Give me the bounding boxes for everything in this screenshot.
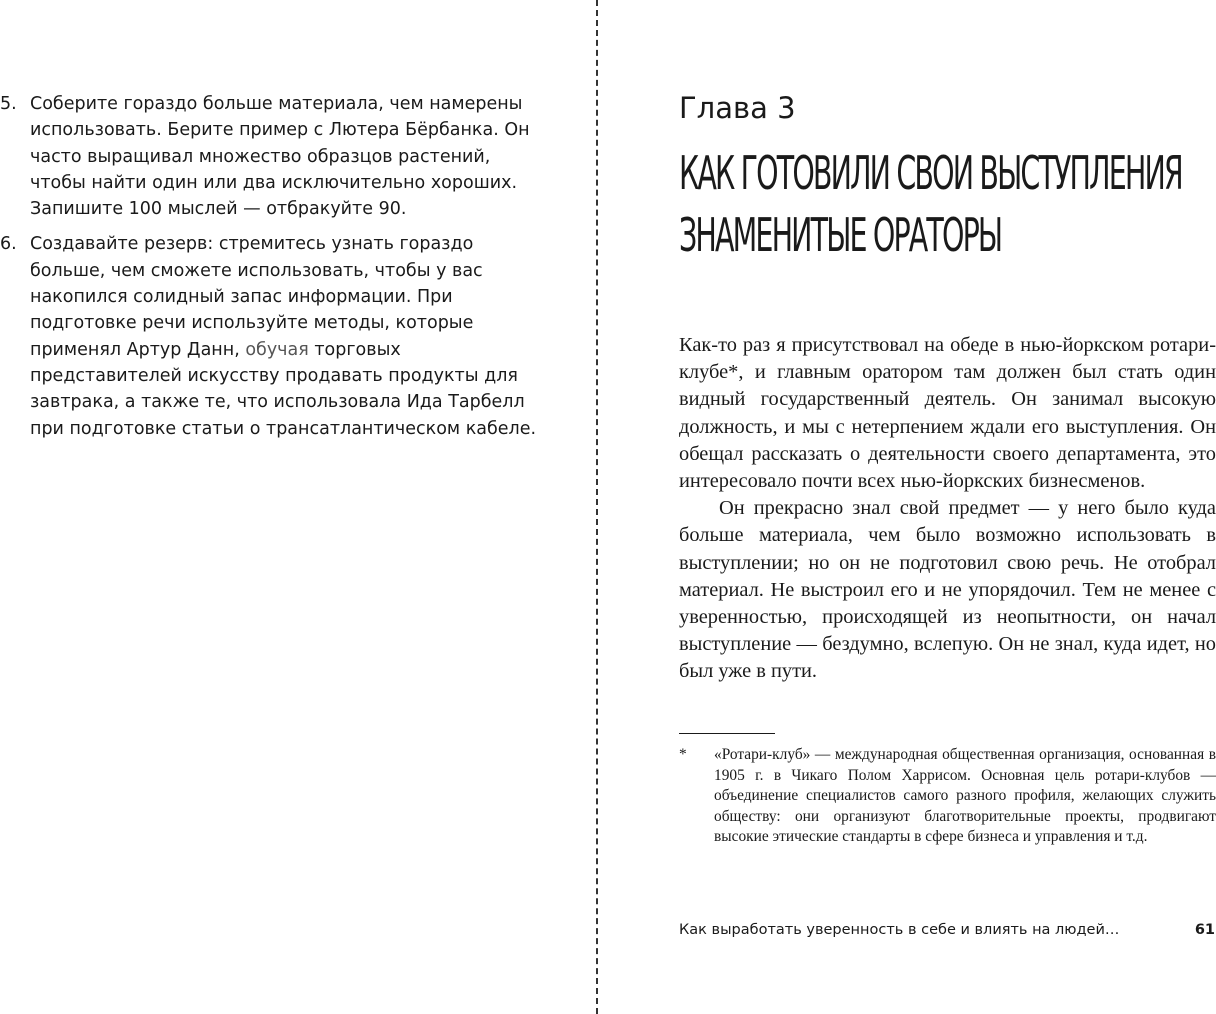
running-title: Как выработать уверенность в себе и влиять на людей… bbox=[679, 922, 1120, 938]
page-number: 61 bbox=[1194, 922, 1215, 938]
footnote-mark: * bbox=[679, 746, 687, 763]
paragraph: Он прекрасно знал свой предмет — у него было куда больше материала, чем было возможно использовать в выступлении; но он не подготовил свою речь. Не отобрал материал. Не выстроил его и не упорядочил. Тем не менее с уверенностью, происходящей из неопытности, он начал выступление — бездумно, вслепую. Он не знал, куда идет, но был уже в пути. bbox=[679, 497, 1216, 683]
tips-list bbox=[0, 91, 540, 451]
list-item bbox=[0, 231, 540, 441]
body-text bbox=[679, 332, 1216, 686]
list-item bbox=[0, 91, 540, 222]
left-page bbox=[0, 0, 596, 1014]
chapter-title bbox=[679, 142, 1216, 266]
footnote bbox=[679, 745, 1216, 848]
footnote-text: «Ротари-клуб» — международная общественная организация, основанная в 1905 г. в Чикаго Полом Харрисом. Основная цель ротари-клубов — объединение специалистов самого разного профиля, желающих служить обществу: они организуют благотворительные проекты, продвигают высокие этические стандарты в сфере бизнеса и управления и т.д. bbox=[714, 746, 1216, 846]
list-item-number: 5. bbox=[0, 94, 17, 114]
list-item-text-muted: обучая bbox=[245, 339, 309, 360]
chapter-title-line: ЗНАМЕНИТЫЕ ОРАТОРЫ bbox=[679, 208, 1002, 262]
chapter-title-line: КАК ГОТОВИЛИ СВОИ ВЫСТУПЛЕНИЯ bbox=[679, 146, 1182, 200]
chapter-label: Глава 3 bbox=[679, 91, 796, 125]
list-item-text-part: Создавайте резерв: стремитесь узнать гораздо больше, чем сможете использовать, чтобы у вас накопился солидный запас информации. При подготовке речи используйте методы, которые применял Артур Данн, bbox=[30, 234, 483, 360]
page-spine-divider bbox=[596, 0, 598, 1014]
list-item-text: Соберите гораздо больше материала, чем намерены использовать. Берите пример с Лютера Бёрбанка. Он часто выращивал множество образцов растений, чтобы найти один или два исключительно хороших. Запишите 100 мыслей — отбракуйте 90. bbox=[30, 94, 530, 220]
footnote-divider bbox=[679, 733, 775, 734]
list-item-text bbox=[30, 231, 540, 441]
list-item-number: 6. bbox=[0, 234, 17, 255]
right-page bbox=[600, 0, 1216, 1014]
running-footer bbox=[679, 919, 1216, 941]
list-item-text-part: торговых представителей искусству продавать продукты для завтрака, а также те, что использовала Ида Тарбелл при подготовке статьи о трансатлантическом кабеле. bbox=[30, 339, 537, 439]
paragraph: Как-то раз я присутствовал на обеде в нью-йоркском ротари-клубе*, и главным оратором там должен был стать один видный государственный деятель. Он занимал высокую должность, и мы с нетерпением ждали его выступления. Он обещал рассказать о деятельности своего департамента, это интересовало почти всех нью-йоркских бизнесменов. bbox=[679, 334, 1216, 493]
